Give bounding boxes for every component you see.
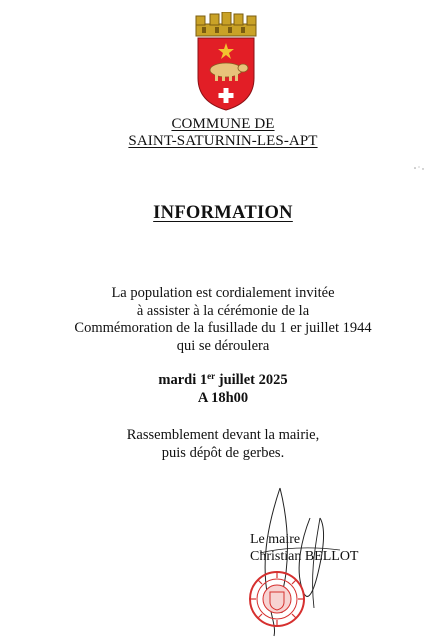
announcement-body bbox=[0, 285, 446, 355]
body-line-1: La population est cordialement invitée bbox=[111, 285, 335, 301]
coat-of-arms-image bbox=[188, 12, 264, 112]
body-line-4: qui se déroulera bbox=[176, 337, 270, 354]
event-day: mardi 1 bbox=[158, 372, 208, 388]
commune-line-2: SAINT-SATURNIN-LES-APT bbox=[128, 133, 318, 149]
event-date-rest: juillet 2025 bbox=[215, 372, 288, 388]
event-day-suffix: er bbox=[207, 371, 216, 381]
commune-header bbox=[0, 116, 446, 150]
gathering-line-1: Rassemblement devant la mairie, bbox=[126, 427, 320, 443]
signatory-title: Le maire bbox=[250, 532, 301, 547]
body-line-3: Commémoration de la fusillade du 1 er juillet 1944 bbox=[74, 320, 372, 336]
event-date bbox=[0, 371, 446, 389]
event-time: A 18h00 bbox=[197, 390, 249, 406]
gathering-info bbox=[0, 427, 446, 462]
commune-line-1: COMMUNE DE bbox=[171, 116, 275, 132]
page-title: INFORMATION bbox=[153, 203, 293, 223]
signatory-name: Christian BELLOT bbox=[250, 549, 359, 564]
mairie-stamp bbox=[248, 570, 306, 628]
crown-icon bbox=[196, 12, 256, 36]
gathering-line-2: puis dépôt de gerbes. bbox=[161, 444, 285, 461]
body-line-2: à assister à la cérémonie de la bbox=[136, 302, 310, 319]
scan-speck bbox=[413, 164, 427, 172]
event-date-block bbox=[0, 371, 446, 407]
